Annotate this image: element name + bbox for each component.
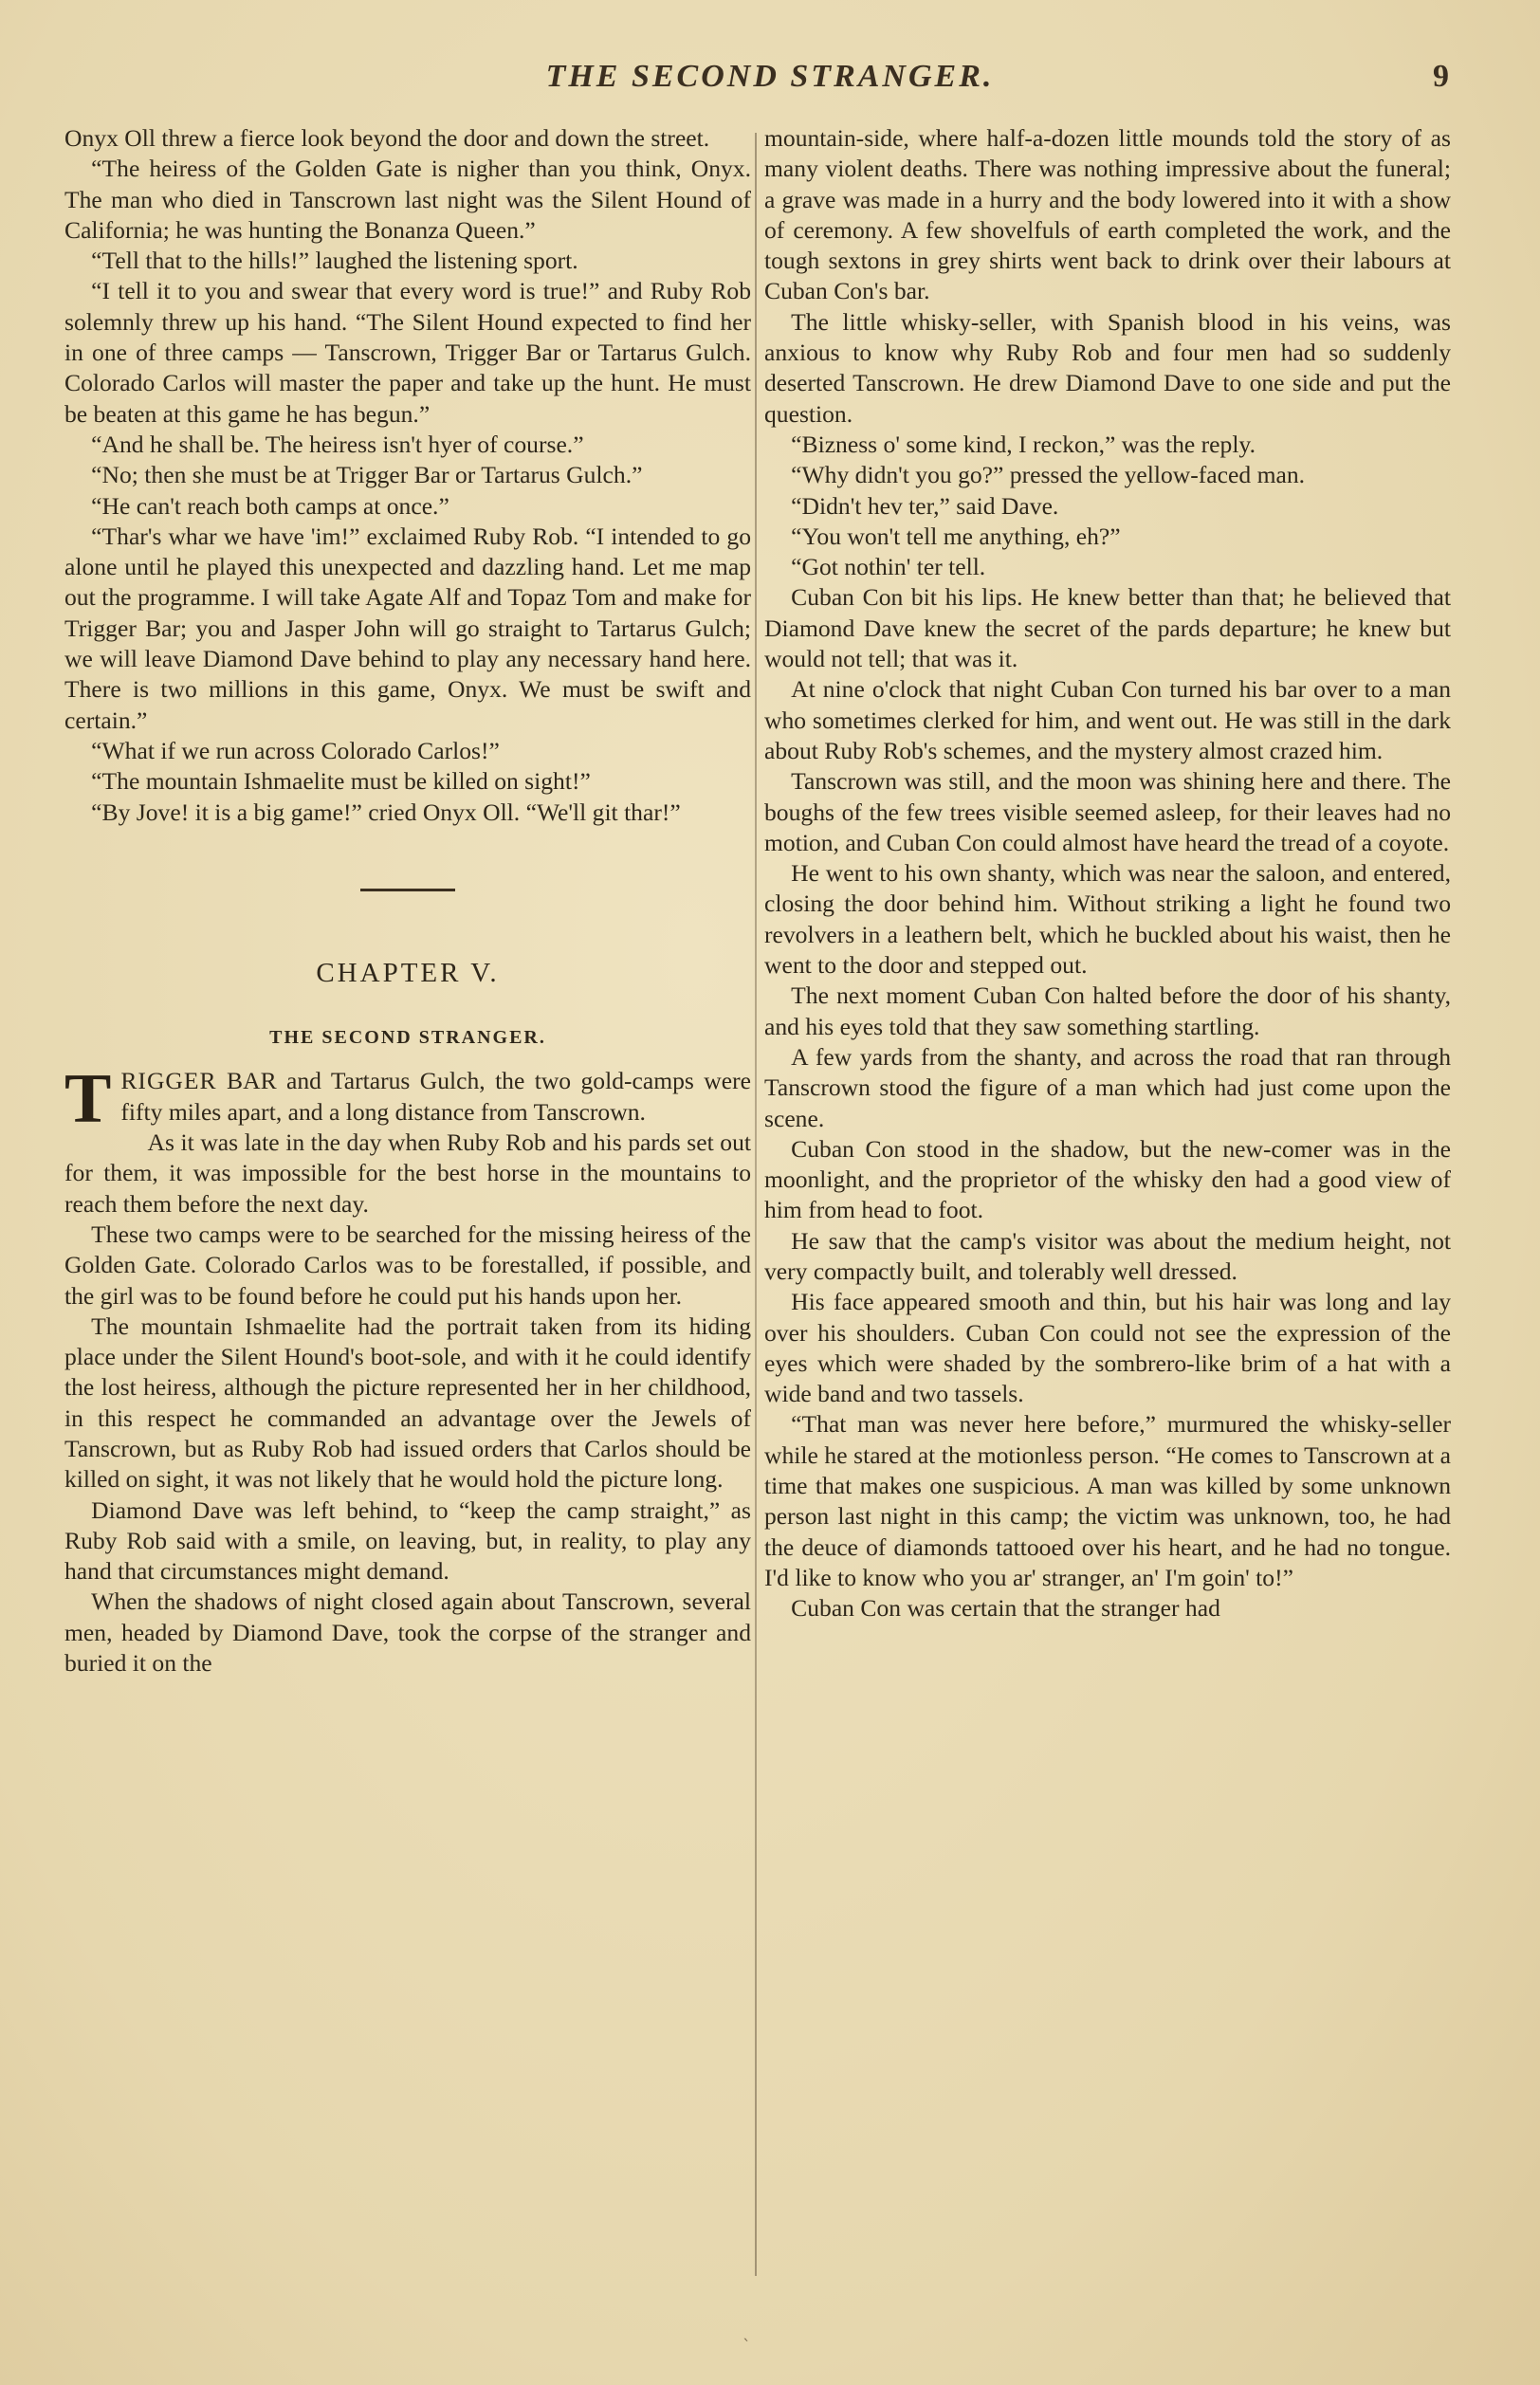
- paragraph: “Thar's whar we have 'im!” exclaimed Ruby Rob. “I intended to go alone until he played this unexpected and dazzling hand. Let me map out the programme. I will take Agate Alf and Topaz Tom and make for Trigger Bar; you and Jasper John will go straight to Tartarus Gulch; we will leave Diamond Dave behind to play any necessary hand here. There is two millions in this game, Onyx. We must be swift and certain.”: [64, 522, 751, 734]
- paragraph: As it was late in the day when Ruby Rob and his pards set out for them, it was impossible for the best horse in the mountains to reach them before the next day.: [64, 1128, 751, 1218]
- paragraph: His face appeared smooth and thin, but his hair was long and lay over his shoulders. Cuban Con could not see the expression of the eyes which were shaded by the sombrero-like brim of a hat with a wide band and two tassels.: [764, 1288, 1451, 1408]
- paragraph: “He can't reach both camps at once.”: [91, 491, 449, 520]
- column-rule: [755, 133, 757, 2276]
- paragraph: Cuban Con was certain that the stranger had: [791, 1594, 1220, 1623]
- chapter-body: [64, 1060, 751, 1679]
- paragraph: “Didn't hev ter,” said Dave.: [791, 491, 1059, 520]
- left-column-body: [64, 123, 751, 828]
- paragraph: “Tell that to the hills!” laughed the listening sport.: [91, 247, 578, 275]
- paragraph: “The mountain Ishmaelite must be killed on sight!”: [91, 767, 591, 796]
- chapter-paragraphs: [64, 1128, 751, 1679]
- footer-mark: `: [742, 2337, 751, 2357]
- paragraph: “The heiress of the Golden Gate is nigher than you think, Onyx. The man who died in Tanscrown last night was the Silent Hound of California; he was hunting the Bonanza Queen.”: [64, 155, 751, 244]
- paragraph: These two camps were to be searched for the missing heiress of the Golden Gate. Colorado Carlos was to be forestalled, if possible, and the girl was to be found before he could put his hands upon her.: [64, 1220, 751, 1310]
- paragraph: Onyx Oll threw a fierce look beyond the door and down the street.: [64, 124, 710, 152]
- paragraph: Tanscrown was still, and the moon was shining here and there. The boughs of the few trees visible seemed asleep, for their leaves had no motion, and Cuban Con could almost have heard the tread of a coyote.: [764, 767, 1451, 856]
- left-column: [64, 123, 751, 2276]
- paragraph: “Got nothin' ter tell.: [791, 553, 986, 581]
- paragraph: “No; then she must be at Trigger Bar or Tartarus Gulch.”: [91, 461, 643, 489]
- paragraph: The next moment Cuban Con halted before the door of his shanty, and his eyes told that they saw something startling.: [764, 982, 1451, 1040]
- paragraph: The little whisky-seller, with Spanish blood in his veins, was anxious to know why Ruby Rob and four men had so suddenly deserted Tanscrown. He drew Diamond Dave to one side and put the question.: [764, 307, 1451, 428]
- paragraph: “By Jove! it is a big game!” cried Onyx Oll. “We'll git thar!”: [91, 798, 681, 826]
- right-column-body: [764, 123, 1451, 1624]
- paragraph: “I tell it to you and swear that every word is true!” and Ruby Rob solemnly threw up his hand. “The Silent Hound expected to find her in one of three camps — Tanscrown, Trigger Bar or Tartarus Gulch. Colorado Carlos will master the paper and take up the hunt. He must be beaten at this game he has begun.”: [64, 277, 751, 428]
- paragraph: “Why didn't you go?” pressed the yellow-faced man.: [791, 461, 1306, 489]
- page-header: [66, 59, 1474, 106]
- opening-text: BAR and Tartarus Gulch, the two gold-camps were fifty miles apart, and a long distance from Tanscrown.: [120, 1067, 751, 1126]
- paragraph: He went to his own shanty, which was near the saloon, and entered, closing the door behind him. Without striking a light he found two revolvers in a leathern belt, which he buckled about his waist, then he went to the door and stepped out.: [764, 859, 1451, 980]
- paragraph: mountain-side, where half-a-dozen little mounds told the story of as many violent deaths. There was nothing impressive about the funeral; a grave was made in a hurry and the body lowered into it with a show of ceremony. A few shovelfuls of earth completed the work, and the tough sextons in grey shirts went back to drink over their labours at Cuban Con's bar.: [764, 124, 1451, 305]
- paragraph: Cuban Con stood in the shadow, but the new-comer was in the moonlight, and the proprietor of the whisky den had a good view of him from head to foot.: [764, 1134, 1451, 1224]
- drop-cap: T: [64, 1060, 112, 1139]
- paragraph: Cuban Con bit his lips. He knew better than that; he believed that Diamond Dave knew the secret of the pards departure; he knew but would not tell; that was it.: [764, 583, 1451, 673]
- paragraph: “And he shall be. The heiress isn't hyer of course.”: [91, 430, 584, 458]
- page-number: 9: [1433, 59, 1449, 94]
- chapter-title: CHAPTER V.: [316, 957, 500, 988]
- paragraph: “Bizness o' some kind, I reckon,” was the reply.: [791, 430, 1256, 458]
- paragraph: “You won't tell me anything, eh?”: [791, 522, 1121, 550]
- right-column: [764, 123, 1451, 2276]
- paragraph: When the shadows of night closed again about Tanscrown, several men, headed by Diamond Dave, took the corpse of the stranger and buried it on the: [64, 1587, 751, 1678]
- paragraph: “What if we run across Colorado Carlos!”: [91, 736, 500, 764]
- chapter-subtitle: THE SECOND STRANGER.: [269, 1027, 546, 1049]
- opening-word: RIGGER: [120, 1067, 217, 1095]
- chapter-opening-paragraph: [64, 1060, 751, 1139]
- paragraph: “That man was never here before,” murmured the whisky-seller while he stared at the motionless person. “He comes to Tanscrown at a time that makes one suspicious. A man was killed by some unknown person last night in this camp; the victim was unknown, too, he had the deuce of diamonds tattooed over his heart, and he had no tongue. I'd like to know who you ar' stranger, an' I'm goin' to!”: [764, 1410, 1451, 1591]
- paragraph: The mountain Ishmaelite had the portrait taken from its hiding place under the Silent Hound's boot-sole, and with it he could identify the lost heiress, although the picture represented her in her childhood, in this respect he commanded an advantage over the Jewels of Tanscrown, but as Ruby Rob had issued orders that Carlos should be killed on sight, it was not likely that he would hold the picture long.: [64, 1312, 751, 1494]
- paragraph: A few yards from the shanty, and across the road that ran through Tanscrown stood the figure of a man which had just come upon the scene.: [764, 1042, 1451, 1132]
- paragraph: Diamond Dave was left behind, to “keep the camp straight,” as Ruby Rob said with a smile, on leaving, but, in reality, to play any hand that circumstances might demand.: [64, 1495, 751, 1586]
- paragraph: At nine o'clock that night Cuban Con turned his bar over to a man who sometimes clerked for him, and went out. He was still in the dark about Ruby Rob's schemes, and the mystery almost crazed him.: [764, 675, 1451, 764]
- section-divider: [360, 889, 455, 891]
- paragraph: He saw that the camp's visitor was about the medium height, not very compactly built, and tolerably well dressed.: [764, 1226, 1451, 1285]
- running-title: THE SECOND STRANGER.: [545, 59, 995, 94]
